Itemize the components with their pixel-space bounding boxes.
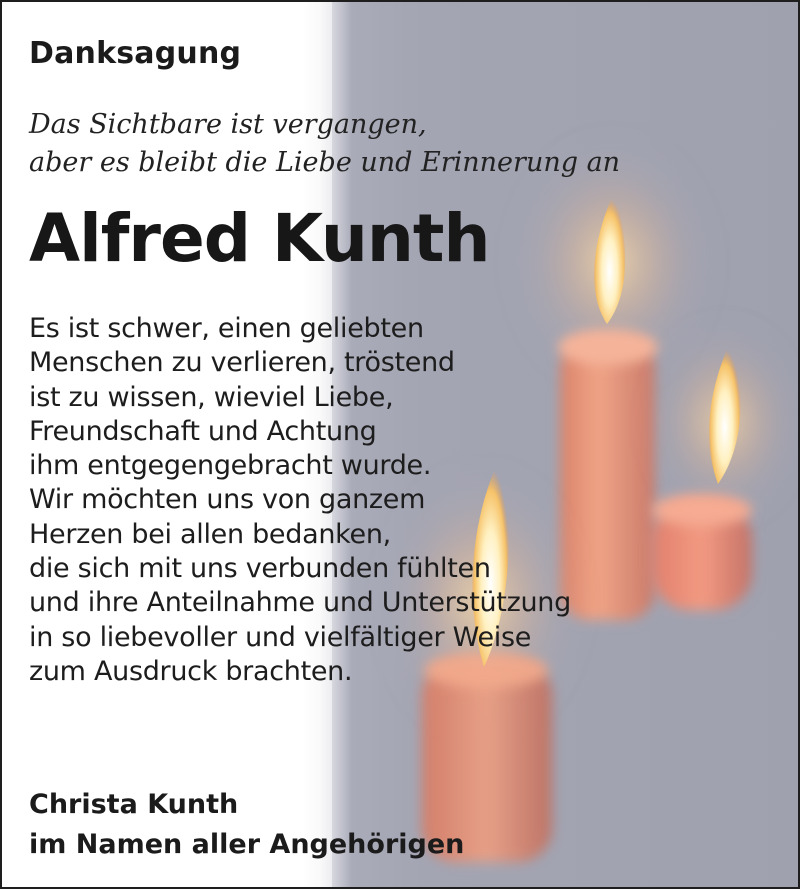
- signer-relation: im Namen aller Angehörigen: [29, 829, 465, 860]
- text-line: Menschen zu verlieren, tröstend: [29, 347, 455, 379]
- text-line: Herzen bei allen bedanken,: [29, 518, 391, 550]
- text-line: ihm entgegengebracht wurde.: [29, 450, 432, 482]
- notice-heading: Danksagung: [29, 36, 242, 71]
- text-line: Es ist schwer, einen geliebten: [29, 313, 424, 344]
- deceased-name: Alfred Kunth: [29, 200, 490, 277]
- text-line: Wir möchten uns von ganzem: [29, 484, 426, 516]
- thanks-text: [29, 312, 571, 689]
- text-line: Freundschaft und Achtung: [29, 415, 377, 447]
- text-line: in so liebevoller und vielfältiger Weise: [29, 621, 532, 653]
- signature: [29, 785, 464, 865]
- text-line: ist zu wissen, wieviel Liebe,: [29, 381, 394, 413]
- motto: [29, 106, 620, 182]
- text-line: zum Ausdruck brachten.: [29, 655, 353, 687]
- motto-line: aber es bleibt die Liebe und Erinnerung an: [29, 147, 621, 178]
- notice-content: [29, 2, 798, 887]
- signer-name: Christa Kunth: [29, 789, 239, 820]
- text-line: und ihre Anteilnahme und Unterstützung: [29, 587, 571, 619]
- motto-line: Das Sichtbare ist vergangen,: [29, 109, 427, 140]
- text-line: die sich mit uns verbunden fühlten: [29, 553, 491, 585]
